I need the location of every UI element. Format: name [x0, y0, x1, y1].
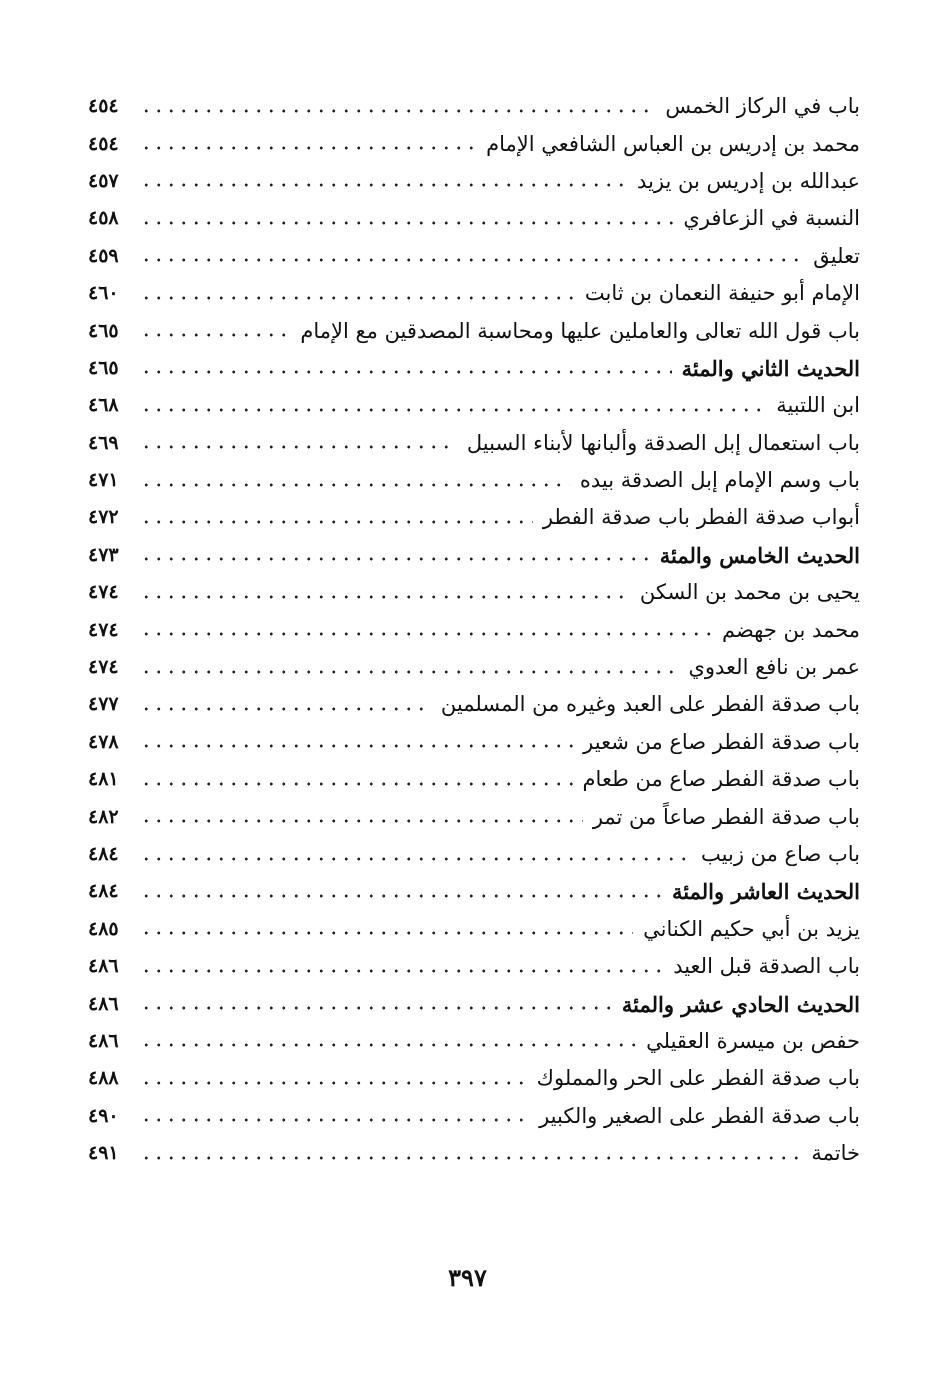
toc-entry-page: ٤٩٠ [88, 1104, 119, 1127]
toc-entry-title: باب قول الله تعالى والعاملين عليها ومحاسبة المصدقين مع الإمام [300, 318, 860, 343]
dot-leader [140, 1003, 612, 1013]
toc-entry-title: محمد بن إدريس بن العباس الشافعي الإمام [486, 131, 860, 156]
toc-entry-title: عمر بن نافع العدوي [688, 655, 860, 680]
dot-leader [140, 1078, 527, 1088]
toc-entry-title: الحديث الخامس والمئة [659, 542, 860, 568]
toc-entry [88, 574, 860, 611]
toc-entry-title: باب الصدقة قبل العيد [673, 954, 860, 979]
toc-entry-page: ٤٧٨ [88, 730, 119, 753]
toc-entry-title: باب في الركاز الخمس [665, 94, 860, 119]
toc-entry-page: ٤٨٦ [88, 955, 119, 978]
toc-entry-page: ٤٧٣ [88, 543, 119, 566]
dot-leader [140, 367, 672, 377]
dot-leader [140, 330, 290, 340]
toc-entry [88, 1060, 860, 1097]
dot-leader [140, 442, 457, 452]
toc-entry-page: ٤٥٧ [88, 169, 119, 192]
table-of-contents [88, 88, 860, 1172]
toc-entry-title: الحديث العاشر والمئة [672, 879, 860, 905]
toc-entry [88, 611, 860, 648]
toc-entry [88, 1135, 860, 1172]
dot-leader [140, 405, 766, 415]
toc-entry-page: ٤٨٤ [88, 843, 119, 865]
toc-entry [88, 724, 860, 761]
dot-leader [140, 293, 575, 303]
toc-entry-title: عبدالله بن إدريس بن يزيد [637, 168, 860, 193]
toc-entry-page: ٤٧٢ [88, 506, 119, 529]
dot-leader [140, 891, 662, 901]
dot-leader [140, 255, 803, 265]
dot-leader [140, 218, 673, 228]
dot-leader [140, 480, 570, 490]
toc-entry-page: ٤٧٤ [88, 581, 119, 604]
toc-entry-title: خاتمة [811, 1141, 860, 1166]
toc-entry-page: ٤٨٨ [88, 1067, 119, 1090]
toc-entry-page: ٤٥٩ [88, 244, 119, 267]
toc-entry-page: ٤٥٤ [88, 95, 119, 118]
toc-entry-title: باب وسم الإمام إبل الصدقة بيده [579, 468, 860, 493]
toc-entry-page: ٤٨٢ [88, 805, 119, 828]
toc-entry-title: باب صدقة الفطر صاع من شعير [583, 729, 860, 754]
toc-entry-title: الحديث الثاني والمئة [681, 355, 860, 381]
toc-entry [88, 462, 860, 499]
toc-entry [88, 238, 860, 275]
toc-entry-title: باب استعمال إبل الصدقة وألبانها لأبناء السبيل [466, 430, 860, 455]
toc-entry [88, 499, 860, 536]
toc-entry-title: باب صاع من زبيب [701, 842, 860, 866]
dot-leader [140, 554, 650, 564]
toc-entry [88, 163, 860, 200]
toc-entry [88, 387, 860, 424]
dot-leader [140, 143, 476, 153]
toc-entry-page: ٤٦٥ [88, 319, 119, 342]
dot-leader [140, 1040, 636, 1050]
toc-entry [88, 125, 860, 162]
dot-leader [140, 816, 583, 826]
dot-leader [140, 667, 678, 677]
toc-entry [88, 836, 860, 873]
toc-entry-page: ٤٧٧ [88, 693, 119, 716]
toc-entry-page: ٤٧٤ [88, 656, 119, 679]
toc-entry-page: ٤٨٤ [88, 880, 119, 903]
toc-entry-page: ٤٨١ [88, 768, 119, 791]
toc-entry [88, 312, 860, 349]
toc-entry-page: ٤٧١ [88, 469, 119, 492]
dot-leader [140, 106, 655, 116]
dot-leader [140, 180, 627, 190]
toc-entry [88, 686, 860, 723]
toc-entry-page: ٤٦٩ [88, 431, 119, 454]
toc-entry [88, 350, 860, 387]
toc-entry-title: أبواب صدقة الفطر باب صدقة الفطر [542, 505, 860, 530]
toc-entry-page: ٤٨٥ [88, 917, 119, 940]
dot-leader [140, 1115, 529, 1125]
toc-entry-title: باب صدقة الفطر على الصغير والكبير [539, 1103, 860, 1128]
toc-entry [88, 948, 860, 985]
toc-entry-title: الإمام أبو حنيفة النعمان بن ثابت [584, 281, 860, 306]
toc-entry [88, 985, 860, 1022]
dot-leader [140, 928, 633, 938]
toc-entry [88, 649, 860, 686]
toc-entry [88, 537, 860, 574]
toc-entry-page: ٤٥٨ [88, 207, 119, 230]
toc-entry-title: يحيى بن محمد بن السكن [639, 580, 860, 605]
toc-entry-page: ٤٥٤ [88, 132, 119, 155]
dot-leader [140, 517, 533, 527]
toc-entry [88, 425, 860, 462]
toc-entry [88, 1098, 860, 1135]
toc-entry-page: ٤٦٨ [88, 394, 119, 417]
toc-entry [88, 761, 860, 798]
toc-entry [88, 275, 860, 312]
toc-entry-title: محمد بن جهضم [722, 617, 860, 642]
toc-entry-title: باب صدقة الفطر على الحر والمملوك [536, 1066, 860, 1091]
toc-entry-title: النسبة في الزعافري [683, 206, 860, 231]
page-number: ٣٩٧ [448, 1263, 487, 1292]
toc-entry-title: حفص بن ميسرة العقيلي [646, 1028, 860, 1053]
toc-entry-page: ٤٧٤ [88, 618, 119, 641]
toc-entry-title: ابن اللتبية [776, 393, 860, 418]
toc-entry [88, 911, 860, 948]
toc-entry-page: ٤٨٦ [88, 992, 119, 1015]
dot-leader [140, 1153, 801, 1163]
toc-entry-title: الحديث الحادي عشر والمئة [621, 991, 860, 1017]
toc-entry-title: باب صدقة الفطر على العبد وغيره من المسلمين [440, 692, 860, 717]
toc-entry-page: ٤٦٠ [88, 282, 119, 305]
toc-entry-page: ٤٩١ [88, 1142, 119, 1165]
toc-entry-page: ٤٨٦ [88, 1029, 119, 1052]
toc-entry [88, 798, 860, 835]
toc-entry [88, 873, 860, 910]
toc-entry-title: باب صدقة الفطر صاع من طعام [582, 767, 860, 792]
toc-entry-title: تعليق [813, 243, 860, 268]
toc-entry [88, 200, 860, 237]
dot-leader [140, 704, 431, 714]
dot-leader [140, 741, 573, 751]
dot-leader [140, 629, 712, 639]
dot-leader [140, 779, 573, 789]
dot-leader [140, 966, 663, 976]
dot-leader [140, 592, 630, 602]
toc-entry-title: باب صدقة الفطر صاعاً من تمر [592, 804, 860, 829]
toc-entry [88, 1023, 860, 1060]
toc-entry-title: يزيد بن أبي حكيم الكناني [643, 916, 860, 941]
toc-entry [88, 88, 860, 125]
toc-entry-page: ٤٦٥ [88, 356, 119, 379]
dot-leader [140, 854, 691, 864]
